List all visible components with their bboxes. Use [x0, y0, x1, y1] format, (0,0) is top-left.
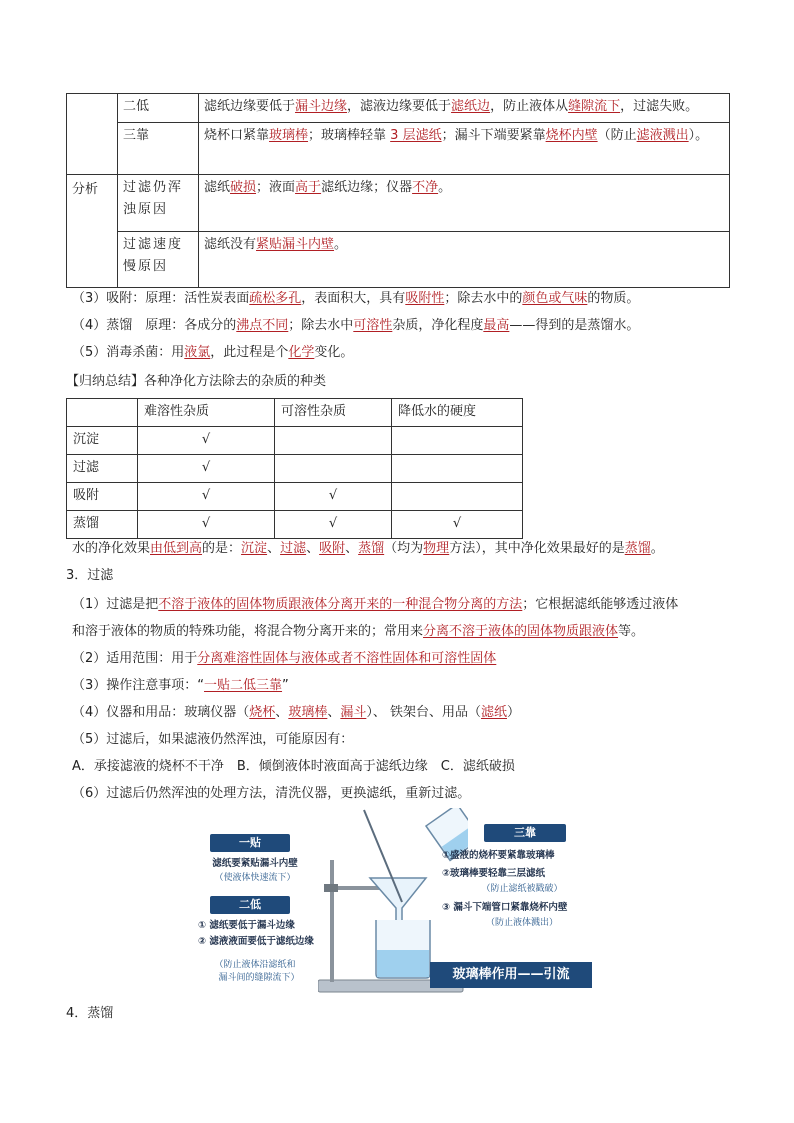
answer-text: 最高: [483, 318, 510, 333]
row-label: 过滤速度慢原因: [118, 232, 199, 288]
text-run: 、: [267, 541, 281, 556]
answer-text: 滤纸: [481, 705, 508, 720]
erdi-note-1: （防止液体沿滤纸和: [214, 960, 296, 970]
text-run: 滤纸边缘；仪器: [321, 180, 413, 195]
text-run: ；漏斗下端要紧靠: [441, 128, 546, 143]
text-run: 和溶于液体的物质的特殊功能，将混合物分离开来的；常用来: [72, 624, 424, 639]
text-run: 方法），其中净化效果最好的是: [449, 541, 625, 556]
text-run: ；玻璃棒轻靠: [308, 128, 391, 143]
method-name: 蒸馏: [67, 511, 138, 539]
filtration-analysis-table: [66, 93, 730, 288]
answer-text: 吸附性: [405, 291, 445, 306]
check-cell: [392, 427, 523, 455]
answer-text: 沉淀: [241, 541, 268, 556]
text-run: 、: [327, 705, 341, 720]
erdi-note-2: 漏斗间的缝隙流下）: [218, 973, 300, 983]
check-cell: √: [138, 427, 275, 455]
purification-summary-table: [66, 398, 523, 539]
text-run: （防止: [597, 128, 637, 143]
answer-text: 玻璃棒: [288, 705, 328, 720]
answer-text: 物理: [423, 541, 450, 556]
text-run: 。: [650, 541, 664, 556]
text-run: （5）消毒杀菌：用: [72, 345, 185, 360]
method-name: 过滤: [67, 455, 138, 483]
paragraph-disinfection: [72, 343, 353, 363]
answer-text: 烧杯: [249, 705, 276, 720]
erdi-title: 二低: [210, 896, 290, 914]
method-name: 沉淀: [67, 427, 138, 455]
text-run: ；它根据滤纸能够透过液体: [522, 597, 679, 612]
answer-text: 烧杯内壁: [545, 128, 598, 143]
filtration-line: [72, 595, 678, 615]
answer-text: 沸点不同: [236, 318, 289, 333]
summary-note: [72, 539, 664, 559]
check-cell: [275, 427, 392, 455]
text-run: 的物质。: [587, 291, 640, 306]
answer-text: 玻璃棒: [269, 128, 309, 143]
row-content: [199, 175, 730, 232]
sankao-note-3: （防止液体溅出）: [485, 918, 558, 928]
text-run: 烧杯口紧靠: [204, 128, 270, 143]
answer-text: 高于: [295, 180, 322, 195]
filtration-line: [72, 757, 515, 777]
text-run: ）: [507, 705, 521, 720]
section-4-title: 4．蒸馏: [66, 1006, 114, 1021]
text-run: ）。: [688, 128, 709, 143]
header-cell: [67, 399, 138, 427]
row-label: 过滤仍浑浊原因: [118, 175, 199, 232]
text-run: 滤纸: [204, 180, 231, 195]
answer-text: 由低到高: [150, 541, 203, 556]
summary-heading: 【归纳总结】各种净化方法除去的杂质的种类: [66, 374, 327, 389]
header-cell: 可溶性杂质: [275, 399, 392, 427]
text-run: （4）仪器和用品：玻璃仪器（: [72, 705, 250, 720]
text-run: ）、 铁架台、用品（: [366, 705, 481, 720]
sankao-rule-1: ①盛液的烧杯要紧靠玻璃棒: [442, 850, 555, 861]
answer-text: 3 层滤纸: [390, 128, 442, 143]
answer-text: 滤纸边: [451, 99, 491, 114]
text-run: 滤纸边缘要低于: [204, 99, 296, 114]
text-run: 、: [345, 541, 359, 556]
text-run: ；除去水中的: [444, 291, 523, 306]
text-run: ，防止液体从: [490, 99, 569, 114]
row-label: 二低: [118, 94, 199, 123]
answer-text: 液氯: [184, 345, 211, 360]
check-cell: √: [275, 483, 392, 511]
text-run: ，此过程是个: [210, 345, 289, 360]
text-run: ，过滤失败。: [620, 99, 699, 114]
answer-text: 蒸馏: [358, 541, 385, 556]
paragraph-distillation: [72, 316, 639, 336]
text-run: A．承接滤液的烧杯不干净 B．倾倒液体时液面高于滤纸边缘 C．滤纸破损: [72, 759, 515, 774]
text-run: 的是：: [202, 541, 242, 556]
check-cell: [392, 483, 523, 511]
filtration-line: [72, 730, 353, 750]
text-run: （3）吸附：原理：活性炭表面: [72, 291, 250, 306]
text-run: ，滤液边缘要低于: [347, 99, 452, 114]
yitie-title: 一贴: [210, 834, 290, 852]
row-content: [199, 232, 730, 288]
answer-text: 过滤: [280, 541, 307, 556]
text-run: 水的净化效果: [72, 541, 151, 556]
answer-text: 颜色或气味: [522, 291, 588, 306]
answer-text: 漏斗: [340, 705, 367, 720]
text-run: （6）过滤后仍然浑浊的处理方法，清洗仪器，更换滤纸，重新过滤。: [72, 786, 471, 801]
text-run: （5）过滤后，如果滤液仍然浑浊，可能原因有：: [72, 732, 354, 747]
yitie-rule: 滤纸要紧贴漏斗内壁: [212, 858, 298, 869]
row-content: [199, 123, 730, 175]
check-cell: [275, 455, 392, 483]
answer-text: 疏松多孔: [249, 291, 302, 306]
text-run: 。: [334, 237, 348, 252]
answer-text: 蒸馏: [624, 541, 651, 556]
filtration-line: [72, 622, 644, 642]
text-run: （均为: [384, 541, 424, 556]
text-run: ；除去水中: [288, 318, 354, 333]
answer-text: 滤液溅出: [636, 128, 689, 143]
erdi-rule-1: ① 滤纸要低于漏斗边缘: [198, 920, 295, 931]
answer-text: 紧贴漏斗内壁: [256, 237, 335, 252]
group-cell-empty: [67, 123, 118, 175]
sankao-note-2: （防止滤纸被戳破）: [481, 884, 563, 894]
filtration-line: [72, 703, 520, 723]
group-cell-empty: [67, 94, 118, 123]
erdi-rule-2: ② 滤液液面要低于滤纸边缘: [198, 936, 314, 947]
check-cell: √: [138, 455, 275, 483]
text-run: 、: [306, 541, 320, 556]
header-cell: 降低水的硬度: [392, 399, 523, 427]
sankao-title: 三靠: [484, 824, 566, 842]
text-run: 变化。: [314, 345, 354, 360]
check-cell: √: [138, 511, 275, 539]
answer-text: 分离难溶性固体与液体或者不溶性固体和可溶性固体: [197, 651, 497, 666]
answer-text: 破损: [230, 180, 257, 195]
header-cell: 难溶性杂质: [138, 399, 275, 427]
answer-text: 可溶性: [353, 318, 393, 333]
sankao-rule-3: ③ 漏斗下端管口紧靠烧杯内壁: [442, 902, 568, 913]
answer-text: 化学: [288, 345, 315, 360]
text-run: （1）过滤是把: [72, 597, 159, 612]
answer-text: 分离不溶于液体的固体物质跟液体: [423, 624, 619, 639]
text-run: 、: [275, 705, 289, 720]
group-label-analysis: 分析: [67, 175, 118, 288]
table-row: [67, 511, 523, 539]
check-cell: √: [392, 511, 523, 539]
yitie-note: （使液体快速流下）: [214, 873, 296, 883]
glass-rod-function-banner: 玻璃棒作用——引流: [430, 962, 592, 988]
text-run: ，表面积大，具有: [301, 291, 406, 306]
text-run: （3）操作注意事项：“: [72, 678, 205, 693]
section-3-title: 3．过滤: [66, 568, 114, 583]
table-row: [67, 483, 523, 511]
text-run: ”: [282, 678, 289, 693]
table-row: [67, 455, 523, 483]
filtration-diagram: [198, 808, 598, 998]
sankao-rule-2: ②玻璃棒要轻靠三层滤纸: [442, 868, 546, 879]
text-run: 等。: [618, 624, 645, 639]
answer-text: 缝隙流下: [568, 99, 621, 114]
filtration-line: [72, 676, 289, 696]
row-label: 三靠: [118, 123, 199, 175]
answer-text: 漏斗边缘: [295, 99, 348, 114]
row-content: [199, 94, 730, 123]
paragraph-adsorption: [72, 289, 639, 309]
answer-text: 一贴二低三靠: [204, 678, 283, 693]
check-cell: [392, 455, 523, 483]
answer-text: 不净: [412, 180, 439, 195]
method-name: 吸附: [67, 483, 138, 511]
text-run: 。: [438, 180, 452, 195]
text-run: （4）蒸馏 原理：各成分的: [72, 318, 237, 333]
text-run: 滤纸没有: [204, 237, 257, 252]
answer-text: 吸附: [319, 541, 346, 556]
text-run: （2）适用范围：用于: [72, 651, 198, 666]
text-run: 杂质，净化程度: [392, 318, 484, 333]
filtration-line: [72, 784, 470, 804]
answer-text: 不溶于液体的固体物质跟液体分离开来的一种混合物分离的方法: [158, 597, 523, 612]
text-run: ；液面: [256, 180, 296, 195]
check-cell: √: [138, 483, 275, 511]
text-run: ——得到的是蒸馏水。: [509, 318, 640, 333]
check-cell: √: [275, 511, 392, 539]
filtration-line: [72, 649, 496, 669]
table-row: [67, 427, 523, 455]
